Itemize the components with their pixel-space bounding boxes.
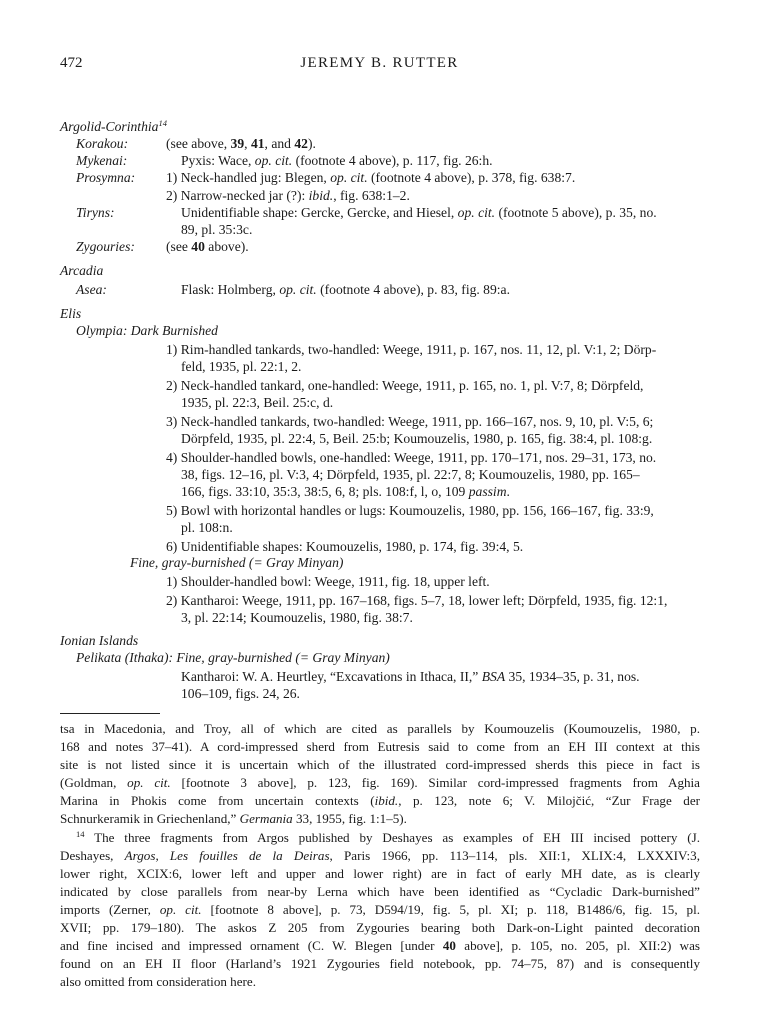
subheading-fine-gray: Fine, gray-burnished (= Gray Minyan) — [130, 555, 344, 570]
footnote-14-line: also omitted from consideration here. — [60, 974, 256, 989]
footnote-14-line: XVII; pp. 179–180). The askos Z 205 from Zygouries bearing both Dark-on-Light painted decoration — [60, 920, 700, 935]
entry-fine-2-cont: 3, pl. 22:14; Koumouzelis, 1980, fig. 38:7. — [181, 610, 413, 625]
entry-pelikata-cont: 106–109, figs. 24, 26. — [181, 686, 300, 701]
running-head-author: JEREMY B. RUTTER — [300, 55, 459, 71]
entry-olympia-4-cont: 38, figs. 12–16, pl. V:3, 4; Dörpfeld, 1935, pl. 22:7, 8; Koumouzelis, 1980, pp. 165– — [181, 467, 640, 482]
entry-olympia-3-cont: Dörpfeld, 1935, pl. 22:4, 5, Beil. 25:b; Koumouzelis, 1980, p. 165, fig. 38:4, pl. 108:g. — [181, 431, 653, 446]
footnote-cont-line: tsa in Macedonia, and Troy, all of which are cited as parallels by Koumouzelis (Koumouzelis, 1980, p. — [60, 721, 700, 736]
entry-tiryns-cont: 89, pl. 35:3c. — [181, 222, 253, 237]
entry-olympia-1: 1) Rim-handled tankards, two-handled: Weege, 1911, p. 167, nos. 11, 12, pl. V:1, 2; Dörp- — [166, 342, 657, 357]
subheading-olympia: Olympia: Dark Burnished — [76, 323, 218, 338]
entry-olympia-5: 5) Bowl with horizontal handles or lugs: Koumouzelis, 1980, pp. 156, 166–167, fig. 33:9, — [166, 503, 654, 518]
subheading-pelikata: Pelikata (Ithaka): Fine, gray-burnished (= Gray Minyan) — [76, 650, 390, 665]
footnote-ref: 14 — [158, 118, 167, 128]
entry-zygouries: (see 40 above). — [166, 239, 249, 254]
entry-olympia-2-cont: 1935, pl. 22:3, Beil. 25:c, d. — [181, 395, 334, 410]
entry-olympia-5-cont: pl. 108:n. — [181, 520, 233, 535]
footnote-14-line: lower right, XCIX:6, lower left and upper and lower right) are in fact of early MH date, as is clearly — [60, 866, 700, 881]
region-heading-arcadia: Arcadia — [60, 263, 104, 278]
entry-prosymna-2: 2) Narrow-necked jar (?): ibid., fig. 638:1–2. — [166, 188, 410, 203]
footnote-cont-line: site is not listed since it is uncertain which of the illustrated cord-impressed sherds this piece in fact is — [60, 757, 700, 772]
entry-olympia-3: 3) Neck-handled tankards, two-handled: Weege, 1911, pp. 166–167, nos. 9, 10, pl. V:5, 6; — [166, 414, 654, 429]
entry-olympia-4: 4) Shoulder-handled bowls, one-handled: Weege, 1911, pp. 170–171, nos. 29–31, 173, no. — [166, 450, 657, 465]
footnote-cont-line: 168 and notes 37–41). A cord-impressed sherd from Eutresis said to come from an EH III context at this — [60, 739, 700, 754]
footnote-cont-line: (Goldman, op. cit. [footnote 3 above], p. 123, fig. 169). Similar cord-impressed fragments from Aghia — [60, 775, 700, 790]
entry-pelikata: Kantharoi: W. A. Heurtley, “Excavations in Ithaca, II,” BSA 35, 1934–35, p. 31, nos. — [181, 669, 640, 684]
footnote-14-line: imports (Zerner, op. cit. [footnote 8 above], p. 73, D594/19, fig. 5, pl. XI; p. 118, B1486/6, fig. 15, pl. — [60, 902, 700, 917]
footnote-14-line: indicated by close parallels from near-by Lerna which have been identified as “Cycladic Dark-burnished” — [60, 884, 700, 899]
entry-asea: Flask: Holmberg, op. cit. (footnote 4 above), p. 83, fig. 89:a. — [181, 282, 510, 297]
entry-fine-2: 2) Kantharoi: Weege, 1911, pp. 167–168, figs. 5–7, 18, lower left; Dörpfeld, 1935, fig. 12:1, — [166, 593, 668, 608]
entry-mykenai: Pyxis: Wace, op. cit. (footnote 4 above), p. 117, fig. 26:h. — [181, 153, 493, 168]
entry-prosymna-1: 1) Neck-handled jug: Blegen, op. cit. (footnote 4 above), p. 378, fig. 638:7. — [166, 170, 576, 185]
footnote-number: 14 — [76, 829, 85, 839]
site-label-korakou: Korakou: — [76, 136, 129, 151]
region-heading-elis: Elis — [60, 306, 82, 321]
region-heading-argolid: Argolid-Corinthia$^{14}$ — [60, 118, 167, 134]
site-label-zygouries: Zygouries: — [76, 239, 135, 254]
site-label-asea: Asea: — [76, 282, 107, 297]
site-label-prosymna: Prosymna: — [76, 170, 136, 185]
footnote-14-line: and fine incised and impressed ornament (C. W. Blegen [under 40 above], p. 105, no. 205, pl. XII:2) was — [60, 938, 700, 953]
entry-tiryns: Unidentifiable shape: Gercke, Gercke, and Hiesel, op. cit. (footnote 5 above), p. 35, no. — [181, 205, 657, 220]
entry-korakou: (see above, 39, 41, and 42). — [166, 136, 316, 151]
site-label-mykenai: Mykenai: — [76, 153, 128, 168]
footnote-14-line: Deshayes, Argos, Les fouilles de la Deiras, Paris 1966, pp. 113–114, pls. XII:1, XLIX:4, LXXXIV:3, — [60, 848, 700, 863]
footnote-cont-line: Marina in Phokis come from uncertain contexts (ibid., p. 123, note 6; V. Milojčić, “Zur Frage der — [60, 793, 700, 808]
footnote-14-line: found on an EH II floor (Harland’s 1921 Zygouries field notebook, pp. 74–75, 87) and is consequently — [60, 956, 700, 971]
page-number: 472 — [60, 55, 83, 71]
footnote-rule — [60, 713, 160, 714]
region-heading-ionian: Ionian Islands — [60, 633, 139, 648]
footnote-cont-line: Schnurkeramik in Griechenland,” Germania 33, 1955, fig. 1:1–5). — [60, 811, 407, 826]
entry-fine-1: 1) Shoulder-handled bowl: Weege, 1911, fig. 18, upper left. — [166, 574, 490, 589]
site-label-tiryns: Tiryns: — [76, 205, 115, 220]
footnote-14-line: $^{14}$ The three fragments from Argos published by Deshayes as examples of EH III incised pottery (J. — [76, 829, 700, 845]
entry-olympia-1-cont: feld, 1935, pl. 22:1, 2. — [181, 359, 302, 374]
entry-olympia-6: 6) Unidentifiable shapes: Koumouzelis, 1980, p. 174, fig. 39:4, 5. — [166, 539, 524, 554]
entry-olympia-4-cont2: 166, figs. 33:10, 35:3, 38:5, 6, 8; pls. 108:f, l, o, 109 passim. — [181, 484, 510, 499]
entry-olympia-2: 2) Neck-handled tankard, one-handled: Weege, 1911, p. 165, no. 1, pl. V:7, 8; Dörpfeld, — [166, 378, 644, 393]
